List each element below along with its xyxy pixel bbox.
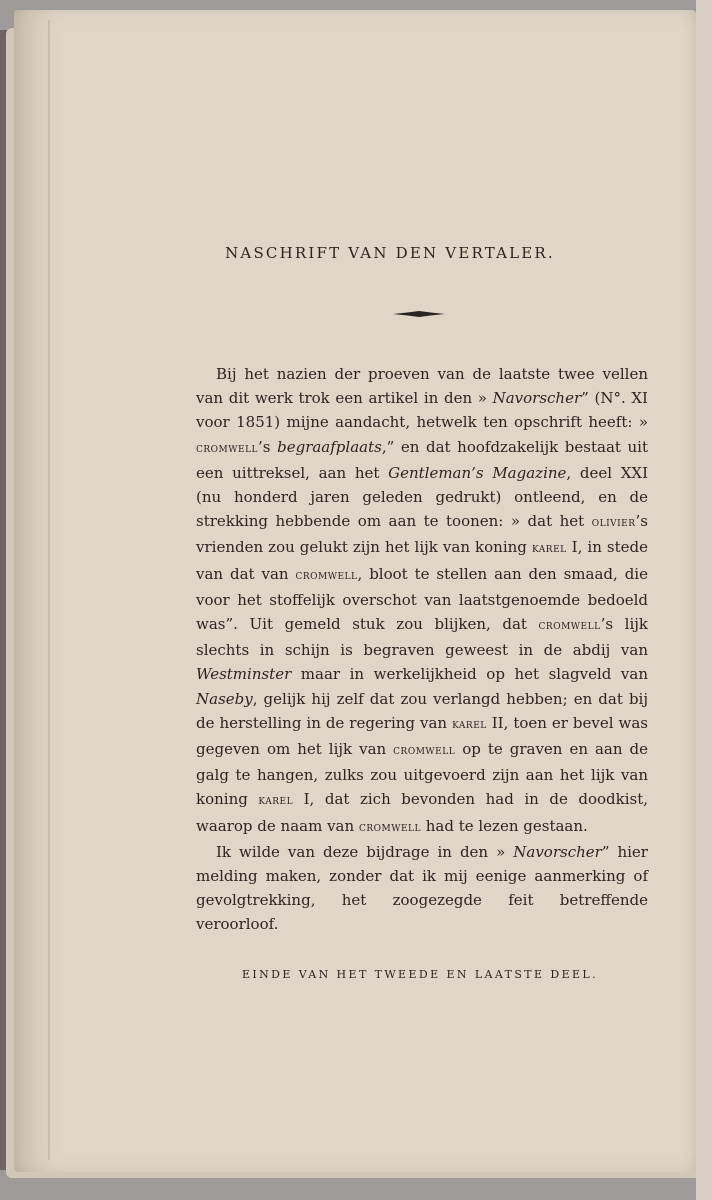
name-olivier: olivier [591,515,636,531]
name-karel: karel [258,793,294,809]
page-fold-edge [48,20,50,1160]
place-westminster: Westminster [196,665,292,684]
article-title: begraafplaats [277,437,382,456]
paragraph-2: Ik wilde van deze bijdrage in den » Navorscher” hier melding maken, zonder dat ik mij eenige aanmerking of gevolgtrekking, het zoogezegde feit betreffende veroorloof. [196,842,648,934]
name-cromwell: cromwell [538,618,601,634]
paragraph-1: Bij het nazien der proeven van de laatste twee vellen van dit werk trok een artikel in den » Navorscher” (N°. XI voor 1851) mijne aandacht, hetwelk ten opschrift heeft: » cromwell’s begraafplaats,” en dat hoofdzakelijk bestaat uit een uittreksel, aan het Gentleman’s Magazine, deel XXI (nu honderd jaren geleden gedrukt) ontleend, en de strekking hebbende om aan te toonen: » dat het olivier’s vrienden zou gelukt zijn het lijk van koning karel I, in stede van dat van cromwell, bloot te stellen aan den smaad, die voor het stoffelijk overschot van laatstgenoemde bedoeld was”. Uit gemeld stuk zou blijken, dat cromwell’s lijk slechts in schijn is begraven geweest in de abdij van Westminster maar in werkelijkheid op het slagveld van Naseby, gelijk hij zelf dat zou verlangd hebben; en dat bij de herstelling in de regering van karel II, toen er bevel was gegeven om het lijk van cromwell op te graven en aan de galg te hangen, zulks zou uitgevoerd zijn aan het lijk van koning karel I, dat zich bevonden had in de doodkist, waarop de naam van cromwell had te lezen gestaan. [196,365,649,835]
name-karel: karel [531,541,567,557]
body-text [196,362,648,937]
page-margin-strip [696,0,712,1200]
magazine-title: Gentleman’s Magazine [388,463,567,482]
place-naseby: Naseby [196,689,253,708]
name-cromwell: cromwell [295,567,358,583]
name-karel: karel [452,716,487,732]
page-title: NASCHRIFT VAN DEN VERTALER. [225,244,555,262]
name-cromwell: cromwell [358,819,421,835]
dash-ornament-icon [393,308,445,320]
name-cromwell: cromwell [196,440,259,456]
colophon: EINDE VAN HET TWEEDE EN LAATSTE DEEL. [241,968,599,981]
navorscher-title: Navorscher [492,389,582,408]
navorscher-title: Navorscher [513,842,602,861]
name-cromwell: cromwell [393,743,456,759]
